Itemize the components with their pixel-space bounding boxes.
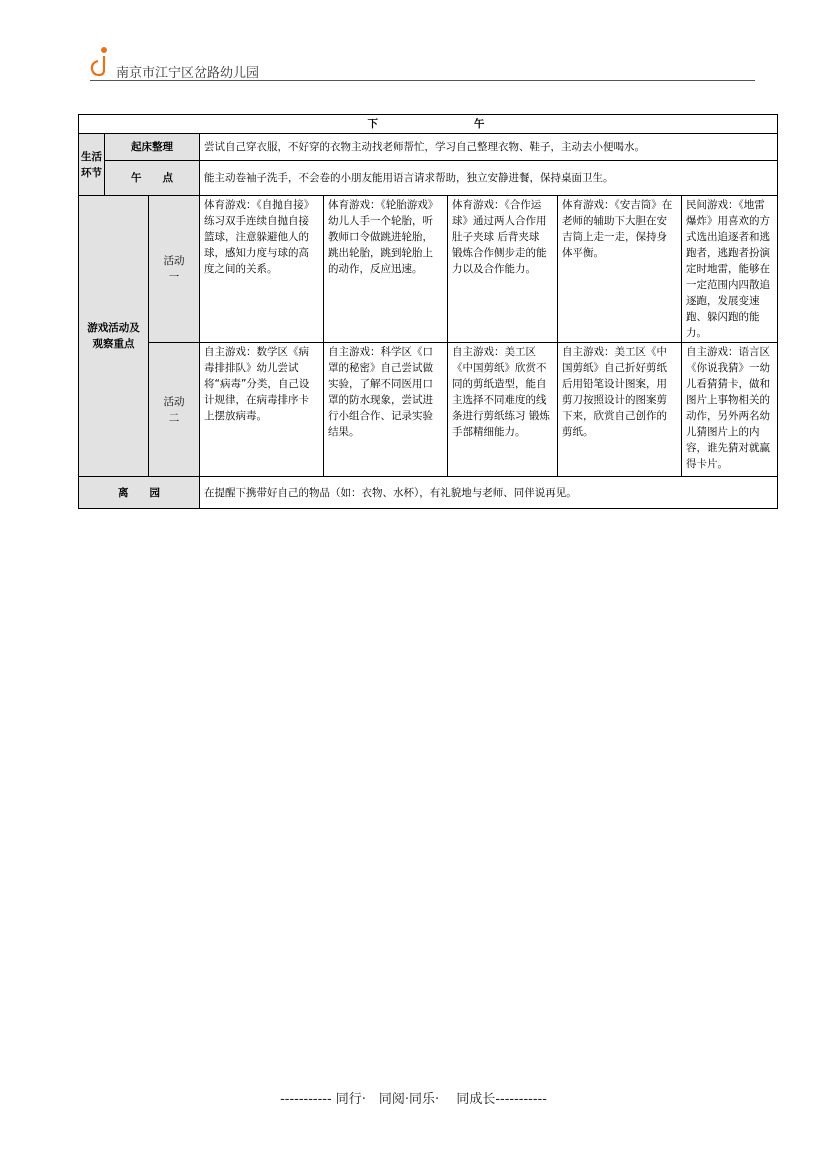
row-label-leave: 离 园: [79, 477, 200, 509]
row-text-leave: 在提醒下携带好自己的物品（如：衣物、水杯），有礼貌地与老师、同伴说再见。: [200, 477, 778, 509]
table-title: 下午: [79, 115, 778, 134]
schedule-table: [78, 114, 778, 509]
activity-one-cell: 体育游戏：《合作运球》通过两人合作用肚子夹球 后背夹球 锻炼合作侧步走的能力以及合作能力。: [448, 196, 558, 343]
activity-one-cell: 体育游戏：《安吉筒》在老师的辅助下大胆在安吉筒上走一走，保持身体平衡。: [558, 196, 682, 343]
activity-two-label: 活动二: [149, 343, 200, 477]
activity-two-cell: 自主游戏：数学区《病毒排排队》幼儿尝试将“病毒”分类，自己设计规律，在病毒排序卡上摆放病毒。: [200, 343, 324, 477]
page-footer: ----------- 同行· 同阅·同乐· 同成长-----------: [280, 1092, 547, 1107]
life-section-label: 生活环节: [79, 134, 105, 196]
activity-two-cell: 自主游戏：语言区《你说我猜》一幼儿看猜猜卡，做和图片上事物相关的动作，另外两名幼儿猜图片上的内容，谁先猜对就赢得卡片。: [682, 343, 778, 477]
row-label-wake-up: 起床整理: [105, 134, 200, 161]
activity-one-cell: 体育游戏：《自抛自接》练习双手连续自抛自接篮球，注意躲避他人的球，感知力度与球的高度之间的关系。: [200, 196, 324, 343]
games-section-text: 游戏活动及观察重点: [87, 322, 140, 350]
activity-one-label: 活动一: [149, 196, 200, 343]
activity-two-cell: 自主游戏：美工区《中国剪纸》自己折好剪纸后用铅笔设计图案，用剪刀按照设计的图案剪下来，欣赏自己创作的剪纸。: [558, 343, 682, 477]
row-text-snack: 能主动卷袖子洗手，不会卷的小朋友能用语言请求帮助，独立安静进餐，保持桌面卫生。: [200, 161, 778, 196]
activity-one-cell: 民间游戏：《地雷爆炸》用喜欢的方式选出追逐者和逃跑者，逃跑者扮演定时地雷，能够在一定范围内四散追逐跑，发展变速跑、躲闪跑的能力。: [682, 196, 778, 343]
activity-one-cell: 体育游戏：《轮胎游戏》幼儿人手一个轮胎，听教师口令做跳进轮胎，跳出轮胎，跳到轮胎上的动作，反应迅速。: [324, 196, 448, 343]
page-header: [90, 44, 755, 81]
activity-two-cell: 自主游戏：科学区《口罩的秘密》自己尝试做实验，了解不同医用口罩的防水现象，尝试进行小组合作、记录实验结果。: [324, 343, 448, 477]
games-section-label: [79, 196, 149, 477]
row-label-snack: 午 点: [105, 161, 200, 196]
activity-two-cell: 自主游戏：美工区《中国剪纸》欣赏不同的剪纸造型，能自主选择不同难度的线条进行剪纸练习 锻炼手部精细能力。: [448, 343, 558, 477]
school-logo-icon: [90, 44, 116, 78]
school-name: 南京市江宁区岔路幼儿园: [116, 66, 260, 81]
row-text-wake-up: 尝试自己穿衣服，不好穿的衣物主动找老师帮忙，学习自己整理衣物、鞋子，主动去小便喝水。: [200, 134, 778, 161]
